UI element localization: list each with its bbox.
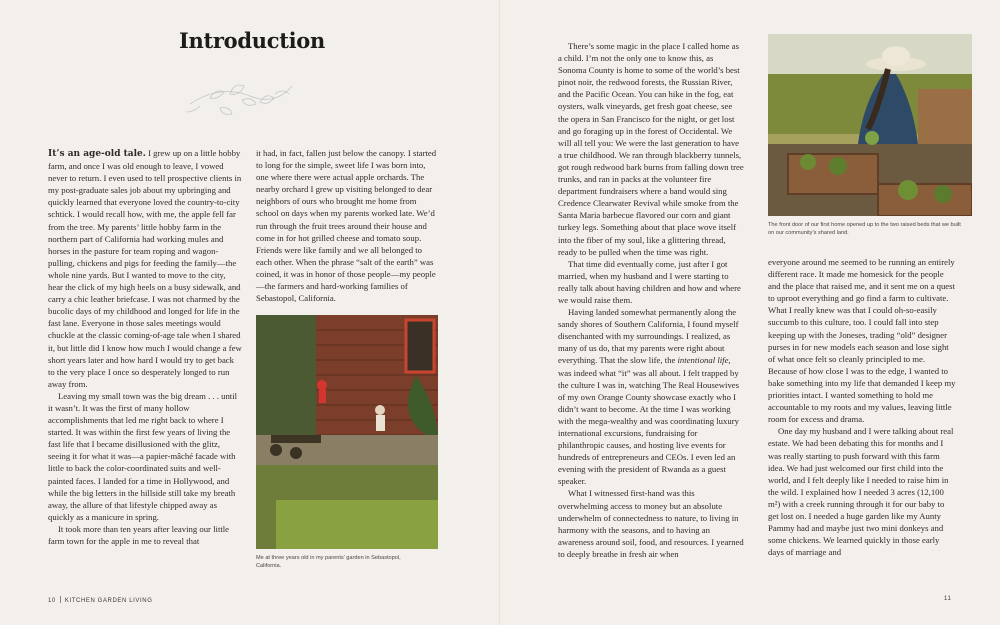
text-column-3 [558,40,744,560]
lead-in: It’s an age-old tale. [48,149,146,159]
house-photo-icon [256,315,438,549]
paragraph: it had, in fact, fallen just below the canopy. I started to long for the simple, sweet life I was born into, one where there were actual apple orchards. The nearby orchard I grew up visiting belonged to dear neighbors of ours who brought me home from school on days when my parents worked late. We’d run through the fruit trees around their house and come in for hot grilled cheese and tomato soup. Friends were like family and we all belonged to each other. When the phrase “salt of the earth” was coined, it was in honor of those people—my people—the farmers and hard-working families of Sebastopol, California. [256,148,437,304]
photo-caption: Me at three years old in my parents’ garden in Sebastopol, California. [256,555,401,569]
paragraph: It’s an age-old tale. I grew up on a little hobby farm, and once I was old enough to leave, I vowed never to return. I even used to tell prospective clients in my post-graduate sales job about my upbringing and quickly learned that everyone loved the country-to-city schtick. I would recall how, with me, the apple fell far from the tree. My parents’ little hobby farm in the northern part of California had working mules and horses in the pasture for team roping and wagon-pulling, chickens and pigs for feeding the family—the whole nine yards. But I wanted to move to the city, hear the click of my high heels on a busy sidewalk, and carry a chic leather briefcase. I was not charmed by the bucolic days of my childhood and longed for life in the fast lane. Everyone in those sales meetings would chuckle at the classic coming-of-age tale when I shared it, but little did I know how much I would change a few short years later and how hard I would try to get back to the very place I once so desperately longed to run away from. [48,148,242,389]
page-number: 11 [944,596,952,602]
text-column-2 [256,147,440,304]
paragraph: everyone around me seemed to be running an entirely different race. It made me homesick for the people and the place that raised me, and it sent me on a quest to uproot everything and go find a farm to cultivate. What I really knew was that I could oh-so-easily succumb to this culture, too. I could fall into step keeping up with the Joneses, trading “old” designer purses in for new models each season and lose sight of what once felt so cleanly principled to me. Because of how close I was to the edge, I wanted to bake something into my life that demanded I keep my priorities intact. I wanted something to hold me accountable to my roots and my values, leaving little room for excess and drama. [768,257,956,425]
chapter-title: Introduction [179,28,325,53]
text-column-4 [768,256,956,558]
paragraph: It took more than ten years after leaving our little farm town for the apple in me to reveal that [48,523,230,546]
right-page [500,0,1000,625]
garden-photo-icon [768,34,972,216]
raised-beds-photo [768,34,972,216]
right-folio [944,596,951,602]
photo-caption: The front door of our first home opened up to the two raised beds that we built on our community’s shared land. [768,222,961,236]
botanical-ornament-icon [180,64,300,124]
paragraph: What I witnessed first-hand was this overwhelming access to money but an absolute underwhelm of connectedness to nature, to living in harmony with the seasons, and to having an awareness around soil, food, and resources. I yearned to deeply breathe in fresh air when [558,488,744,559]
page-number: 10 [48,598,56,604]
left-folio [48,596,153,604]
paragraph: That time did eventually come, just after I got married, when my husband and I were starting to really talk about having children and how and where we would raise them. [558,258,741,305]
paragraph: Leaving my small town was the big dream . . . until it wasn’t. It was the first of many hollow accomplishments that led me right back to where I started. It was within the first few years of living the fast life that I became disillusioned with the glitz, seeing it for what it was—a papier-mâché facade with little to back the color-coordinated suits and well-painted faces. I landed for a time in Hollywood, and while the big letters in the hillside still take my breath away, the allure of that lifestyle chipped away as quickly as a manicure in spring. [48,390,238,522]
paragraph: Having landed somewhat permanently along the sandy shores of Southern California, I found myself disenchanted with my surroundings. I realized, as many of us do, that my parents were right about everything. That the slow life, the intentional life, was indeed what “it” was all about. I felt trapped by the culture I was in, watching The Real Housewives of my own Orange County showcase exactly who I didn’t want to become. At the time I was working with the mega-wealthy and was coordinating luxury international excursions, fundraising for philanthropic causes, and hosting live events for hundreds of entrepreneurs and CEOs. I even led an evening with the president of Rwanda as a guest speaker. [558,307,740,487]
running-head: KITCHEN GARDEN LIVING [64,598,153,604]
folio-divider [60,596,61,603]
paragraph: There’s some magic in the place I called home as a child. I’m not the only one to know this, as Sonoma County is home to some of the world’s best pinot noir, the redwood forests, the Russian River, and the Pacific Ocean. You can hike in the fog, eat oysters, walk vineyards, get fresh goat cheese, see the opera in San Francisco for the night, or get lost and go foraging up in the forest of Occidental. We will all tell you: We were the last generation to have a true childhood. We ran through blackberry tunnels, got rough redwood bark burns from falling down tree trunks, and ran in packs at the volunteer fire department fundraisers where a band would sing Credence Clearwater Revival while smoke from the Santa Maria barbecue flavored our corn and giant turkey legs. Something about that place wove itself into the fiber of my soul, like a glittering thread, ready to be pulled when the time was right. [558,41,744,257]
childhood-garden-photo [256,315,438,549]
text-column-1 [48,147,242,547]
paragraph: One day my husband and I were talking about real estate. We had been debating this for months and I was really starting to push forward with this farm idea. We had just welcomed our first child into the world, and I felt deeply like I needed to raise him in the wild. I explained how I needed 3 acres (12,100 m²) with a creek running through it for our baby to get lost on. I needed a huge garden like my Aunty Pammy had and maybe just two mini donkeys and some chickens. We learned quickly in those early days of marriage and [768,426,954,558]
